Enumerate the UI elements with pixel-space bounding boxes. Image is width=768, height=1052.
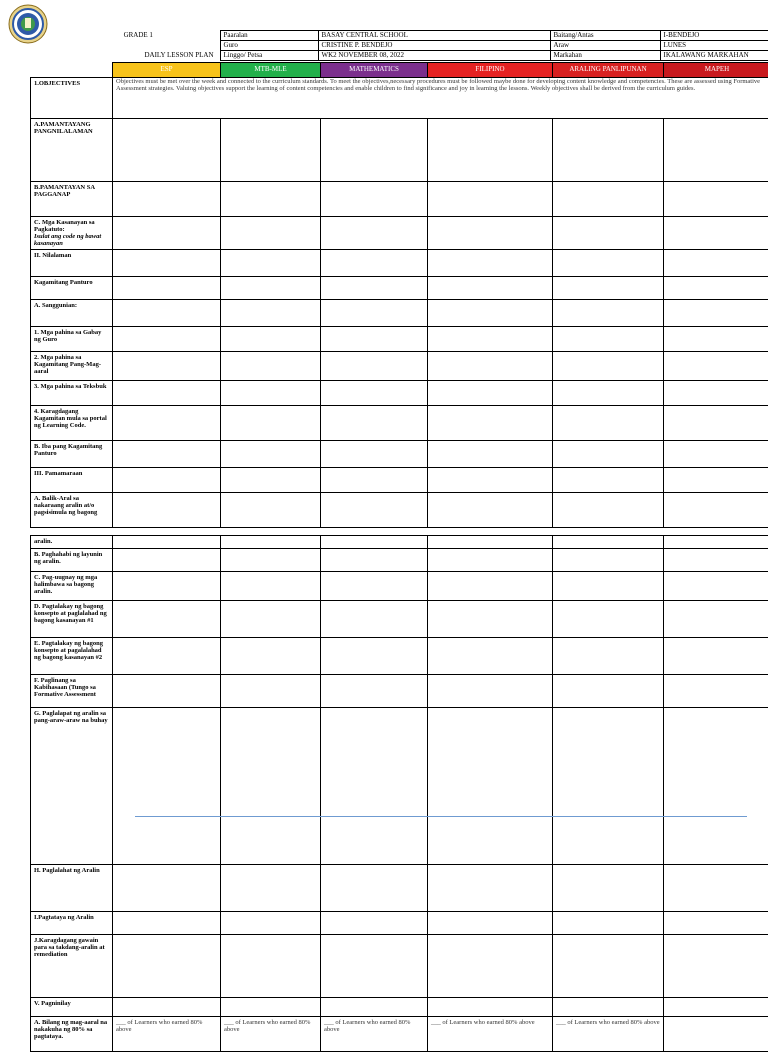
entry-cell[interactable]: [664, 119, 768, 182]
entry-cell[interactable]: [321, 912, 428, 935]
entry-cell[interactable]: [664, 572, 768, 601]
field-value-markahan: IKALAWANG MARKAHAN: [660, 51, 768, 61]
entry-cell[interactable]: [113, 277, 221, 300]
entry-cell[interactable]: [553, 182, 664, 217]
row-label: [31, 406, 113, 441]
entry-cell[interactable]: [553, 327, 664, 352]
field-label-linggo: Linggo/ Petsa: [220, 51, 318, 61]
entry-cell[interactable]: [428, 601, 553, 638]
entry-cell[interactable]: [221, 119, 321, 182]
row-label-text: B. Iba pang Kagamitang Panturo: [34, 443, 102, 457]
entry-cell[interactable]: [221, 300, 321, 327]
lesson-grid-page-1: [30, 62, 768, 528]
entry-cell[interactable]: [553, 406, 664, 441]
entry-cell[interactable]: [221, 549, 321, 572]
entry-cell[interactable]: [553, 119, 664, 182]
field-value-araw: LUNES: [660, 41, 768, 51]
grade-label: GRADE 1: [30, 31, 220, 41]
entry-cell[interactable]: ___ of Learners who earned 80% above: [221, 1017, 321, 1052]
entry-cell[interactable]: [664, 277, 768, 300]
entry-cell[interactable]: [664, 352, 768, 381]
lesson-row: [31, 300, 768, 327]
row-label: [31, 182, 113, 217]
entry-cell[interactable]: [113, 250, 221, 277]
entry-cell[interactable]: [553, 935, 664, 998]
entry-cell[interactable]: [321, 441, 428, 468]
entry-cell[interactable]: [113, 468, 221, 493]
entry-cell[interactable]: [664, 549, 768, 572]
entry-cell[interactable]: [553, 493, 664, 528]
row-label: D. Pagtalakay ng bagong konsepto at paglalahad ng bagong kasanayan #1: [31, 601, 113, 638]
header-table: [30, 30, 768, 61]
row-label: [31, 468, 113, 493]
objectives-label: 1.OBJECTIVES: [31, 78, 113, 119]
row-label-text: C. Mga Kasanayan sa Pagkatuto:: [34, 219, 95, 233]
entry-cell[interactable]: [113, 327, 221, 352]
entry-cell[interactable]: [664, 708, 768, 865]
entry-cell[interactable]: [221, 441, 321, 468]
entry-cell[interactable]: [428, 300, 553, 327]
subject-header-filipino: FILIPINO: [428, 63, 553, 78]
entry-cell[interactable]: [664, 493, 768, 528]
entry-cell[interactable]: [321, 381, 428, 406]
entry-cell[interactable]: [221, 182, 321, 217]
row-label: V. Pagninilay: [31, 998, 113, 1017]
row-label: [31, 381, 113, 406]
entry-cell[interactable]: [553, 998, 664, 1017]
row-label: [31, 493, 113, 528]
lesson-row: [31, 536, 768, 549]
entry-cell[interactable]: [553, 217, 664, 250]
entry-cell[interactable]: [428, 572, 553, 601]
entry-cell[interactable]: [553, 536, 664, 549]
entry-cell[interactable]: [221, 493, 321, 528]
field-value-linggo: WK2 NOVEMBER 08, 2022: [318, 51, 550, 61]
row-label: [31, 250, 113, 277]
entry-cell[interactable]: [321, 865, 428, 912]
entry-cell[interactable]: [428, 250, 553, 277]
subject-header-esp: ESP: [113, 63, 221, 78]
entry-cell[interactable]: [221, 381, 321, 406]
entry-cell[interactable]: [221, 935, 321, 998]
lesson-row: [31, 638, 768, 675]
lesson-row: [31, 493, 768, 528]
entry-cell[interactable]: [664, 327, 768, 352]
field-label-baitang: Baitang/Antas: [550, 31, 660, 41]
entry-cell[interactable]: [321, 998, 428, 1017]
entry-cell[interactable]: [428, 708, 553, 865]
lesson-row: [31, 119, 768, 182]
entry-cell[interactable]: [321, 182, 428, 217]
lesson-row: [31, 250, 768, 277]
entry-cell[interactable]: [221, 998, 321, 1017]
entry-cell[interactable]: [428, 277, 553, 300]
row-label-text: 2. Mga pahina sa Kagamitang Pang-Mag-aaral: [34, 354, 101, 375]
entry-cell[interactable]: [428, 865, 553, 912]
field-label-paaralan: Paaralan: [220, 31, 318, 41]
entry-cell[interactable]: [428, 119, 553, 182]
row-label: B. Paghahabi ng layunin ng aralin.: [31, 549, 113, 572]
row-label: H. Paglalahat ng Aralin: [31, 865, 113, 912]
row-label: [31, 300, 113, 327]
entry-cell[interactable]: [664, 406, 768, 441]
entry-cell[interactable]: [664, 468, 768, 493]
entry-cell[interactable]: [221, 601, 321, 638]
entry-cell[interactable]: [428, 406, 553, 441]
entry-cell[interactable]: [321, 708, 428, 865]
field-value-paaralan: BASAY CENTRAL SCHOOL: [318, 31, 550, 41]
entry-cell[interactable]: [321, 549, 428, 572]
entry-cell[interactable]: [321, 352, 428, 381]
row-label: F. Paglinang sa Kabihasaan (Tungo sa Formative Assessment: [31, 675, 113, 708]
lesson-row: [31, 675, 768, 708]
entry-cell[interactable]: [428, 549, 553, 572]
row-label-text: II. Nilalaman: [34, 252, 71, 259]
lesson-row: [31, 352, 768, 381]
entry-cell[interactable]: [221, 572, 321, 601]
entry-cell[interactable]: [321, 536, 428, 549]
row-label-text: B.PAMANTAYAN SA PAGGANAP: [34, 184, 95, 198]
entry-cell[interactable]: [221, 536, 321, 549]
row-label: A. Bilang ng mag-aaral na nakakuha ng 80% sa pagtataya.: [31, 1017, 113, 1052]
entry-cell[interactable]: [113, 572, 221, 601]
entry-cell[interactable]: [113, 217, 221, 250]
entry-cell[interactable]: [664, 675, 768, 708]
entry-cell[interactable]: [553, 549, 664, 572]
entry-cell[interactable]: [428, 217, 553, 250]
lesson-row: [31, 381, 768, 406]
entry-cell[interactable]: [221, 250, 321, 277]
entry-cell[interactable]: [221, 217, 321, 250]
entry-cell[interactable]: [428, 441, 553, 468]
lesson-row: [31, 601, 768, 638]
entry-cell[interactable]: [553, 250, 664, 277]
lesson-row: [31, 572, 768, 601]
row-label: [31, 217, 113, 250]
entry-cell[interactable]: [321, 406, 428, 441]
entry-cell[interactable]: [221, 675, 321, 708]
field-label-araw: Araw: [550, 41, 660, 51]
plan-title: DAILY LESSON PLAN: [30, 51, 220, 61]
entry-cell[interactable]: [321, 468, 428, 493]
entry-cell[interactable]: [664, 536, 768, 549]
subject-header-mtb-mle: MTB-MLE: [221, 63, 321, 78]
entry-cell[interactable]: [321, 935, 428, 998]
entry-cell[interactable]: [664, 865, 768, 912]
entry-cell[interactable]: [221, 638, 321, 675]
entry-cell[interactable]: [221, 406, 321, 441]
entry-cell[interactable]: ___ of Learners who earned 80% above: [113, 1017, 221, 1052]
entry-cell[interactable]: [113, 912, 221, 935]
field-value-baitang: I-BENDEJO: [660, 31, 768, 41]
lesson-row: [31, 998, 768, 1017]
entry-cell[interactable]: [664, 935, 768, 998]
row-label-text: 3. Mga pahina sa Teksbuk: [34, 383, 106, 390]
lesson-row: [31, 441, 768, 468]
entry-cell[interactable]: [321, 572, 428, 601]
lesson-row: [31, 468, 768, 493]
entry-cell[interactable]: [221, 277, 321, 300]
entry-cell[interactable]: [664, 1017, 768, 1052]
entry-cell[interactable]: [113, 549, 221, 572]
entry-cell[interactable]: ___ of Learners who earned 80% above: [553, 1017, 664, 1052]
row-label: J.Karagdagang gawain para sa takdang-aralin at remediation: [31, 935, 113, 998]
entry-cell[interactable]: [221, 468, 321, 493]
lesson-grid-page-2: [30, 535, 768, 1052]
lesson-row: [31, 406, 768, 441]
entry-cell[interactable]: [113, 675, 221, 708]
lesson-row: [31, 865, 768, 912]
entry-cell[interactable]: [321, 327, 428, 352]
entry-cell[interactable]: [113, 601, 221, 638]
entry-cell[interactable]: [113, 441, 221, 468]
lesson-row: [31, 912, 768, 935]
entry-cell[interactable]: [428, 675, 553, 708]
row-label-text: III. Pamamaraan: [34, 470, 82, 477]
entry-cell[interactable]: [113, 406, 221, 441]
field-value-guro: CRISTINE P. BENDEJO: [318, 41, 550, 51]
entry-cell[interactable]: [664, 250, 768, 277]
entry-cell[interactable]: [428, 327, 553, 352]
entry-cell[interactable]: [113, 182, 221, 217]
entry-cell[interactable]: [553, 441, 664, 468]
lesson-row: [31, 327, 768, 352]
row-label-text: 4. Karagdagang Kagamitan mula sa portal ng Learning Code.: [34, 408, 107, 429]
entry-cell[interactable]: [553, 638, 664, 675]
subject-header-araling-panlipunan: ARALING PANLIPUNAN: [553, 63, 664, 78]
row-label-subtext: Isulat ang code ng bawat kasanayan: [34, 233, 109, 247]
entry-cell[interactable]: [321, 601, 428, 638]
entry-cell[interactable]: [321, 675, 428, 708]
entry-cell[interactable]: [321, 277, 428, 300]
entry-cell[interactable]: [113, 998, 221, 1017]
subject-header-mathematics: MATHEMATICS: [321, 63, 428, 78]
entry-cell[interactable]: [664, 300, 768, 327]
entry-cell[interactable]: [428, 381, 553, 406]
row-label-text: A.PAMANTAYANG PANGNILALAMAN: [34, 121, 93, 135]
entry-cell[interactable]: [428, 468, 553, 493]
row-label: [31, 277, 113, 300]
entry-cell[interactable]: [113, 119, 221, 182]
entry-cell[interactable]: ___ of Learners who earned 80% above: [428, 1017, 553, 1052]
entry-cell[interactable]: [553, 300, 664, 327]
entry-cell[interactable]: [553, 675, 664, 708]
entry-cell[interactable]: [113, 536, 221, 549]
entry-cell[interactable]: [428, 352, 553, 381]
entry-cell[interactable]: [428, 182, 553, 217]
entry-cell[interactable]: [113, 638, 221, 675]
lesson-row: [31, 708, 768, 865]
objectives-text: Objectives must be met over the week and connected to the curriculum standards. To meet the objectives,necessary procedures must be followed maybe done for developing content knowledge and competencies. These are assessed using Formative Assessment strategies. Valuing objectives support the learning of content competencies and enable children to find significance and joy in learning the lessons. Weekly objectives shall be derived from the curriculum guides.: [113, 78, 768, 119]
entry-cell[interactable]: [553, 381, 664, 406]
entry-cell[interactable]: [321, 119, 428, 182]
entry-cell[interactable]: [113, 865, 221, 912]
entry-cell[interactable]: [553, 708, 664, 865]
entry-cell[interactable]: [664, 381, 768, 406]
field-label-markahan: Markahan: [550, 51, 660, 61]
entry-cell[interactable]: [221, 327, 321, 352]
entry-cell[interactable]: [553, 572, 664, 601]
entry-cell[interactable]: [664, 182, 768, 217]
row-label: E. Pagtalakay ng bagong konsepto at pagalalahad ng bagong kasanayan #2: [31, 638, 113, 675]
entry-cell[interactable]: [113, 493, 221, 528]
entry-cell[interactable]: [664, 912, 768, 935]
lesson-row: [31, 217, 768, 250]
entry-cell[interactable]: [321, 217, 428, 250]
row-label-text: A. Balik-Aral sa nakaraang aralin at/o pagsisimula ng bagong: [34, 495, 97, 516]
entry-cell[interactable]: [553, 601, 664, 638]
row-label-text: 1. Mga pahina sa Gabay ng Guro: [34, 329, 101, 343]
separator-line: [135, 816, 747, 817]
entry-cell[interactable]: [321, 300, 428, 327]
row-label: [31, 119, 113, 182]
entry-cell[interactable]: [553, 865, 664, 912]
entry-cell[interactable]: [113, 352, 221, 381]
entry-cell[interactable]: [321, 250, 428, 277]
entry-cell[interactable]: [113, 381, 221, 406]
lesson-row: [31, 277, 768, 300]
entry-cell[interactable]: [113, 300, 221, 327]
row-label: I.Pagtataya ng Aralin: [31, 912, 113, 935]
field-label-guro: Guro: [220, 41, 318, 51]
entry-cell[interactable]: [428, 935, 553, 998]
entry-cell[interactable]: [664, 601, 768, 638]
lesson-row: [31, 549, 768, 572]
entry-cell[interactable]: [553, 468, 664, 493]
entry-cell[interactable]: [553, 277, 664, 300]
row-label: C. Pag-uugnay ng mga halimbawa sa bagong aralin.: [31, 572, 113, 601]
row-label-text: A. Sanggunian:: [34, 302, 77, 309]
entry-cell[interactable]: [664, 998, 768, 1017]
lesson-row: [31, 935, 768, 998]
entry-cell[interactable]: [321, 493, 428, 528]
entry-cell[interactable]: [221, 352, 321, 381]
entry-cell[interactable]: [664, 638, 768, 675]
subject-header-mapeh: MAPEH: [664, 63, 768, 78]
entry-cell[interactable]: [428, 998, 553, 1017]
entry-cell[interactable]: [664, 441, 768, 468]
row-label: [31, 327, 113, 352]
row-label: [31, 441, 113, 468]
entry-cell[interactable]: [221, 865, 321, 912]
entry-cell[interactable]: [113, 935, 221, 998]
entry-cell[interactable]: [321, 638, 428, 675]
row-label-text: Kagamitang Panturo: [34, 279, 93, 286]
lesson-row: [31, 182, 768, 217]
entry-cell[interactable]: [221, 912, 321, 935]
entry-cell[interactable]: [664, 217, 768, 250]
row-label: G. Paglalapat ng aralin sa pang-araw-araw na buhay: [31, 708, 113, 865]
lesson-row: [31, 1017, 768, 1052]
entry-cell[interactable]: [113, 708, 221, 865]
entry-cell[interactable]: [428, 912, 553, 935]
entry-cell[interactable]: [428, 493, 553, 528]
entry-cell[interactable]: [221, 708, 321, 865]
row-label: [31, 352, 113, 381]
row-label: aralin.: [31, 536, 113, 549]
entry-cell[interactable]: [428, 536, 553, 549]
entry-cell[interactable]: [428, 638, 553, 675]
entry-cell[interactable]: [553, 912, 664, 935]
entry-cell[interactable]: ___ of Learners who earned 80% above: [321, 1017, 428, 1052]
entry-cell[interactable]: [553, 352, 664, 381]
